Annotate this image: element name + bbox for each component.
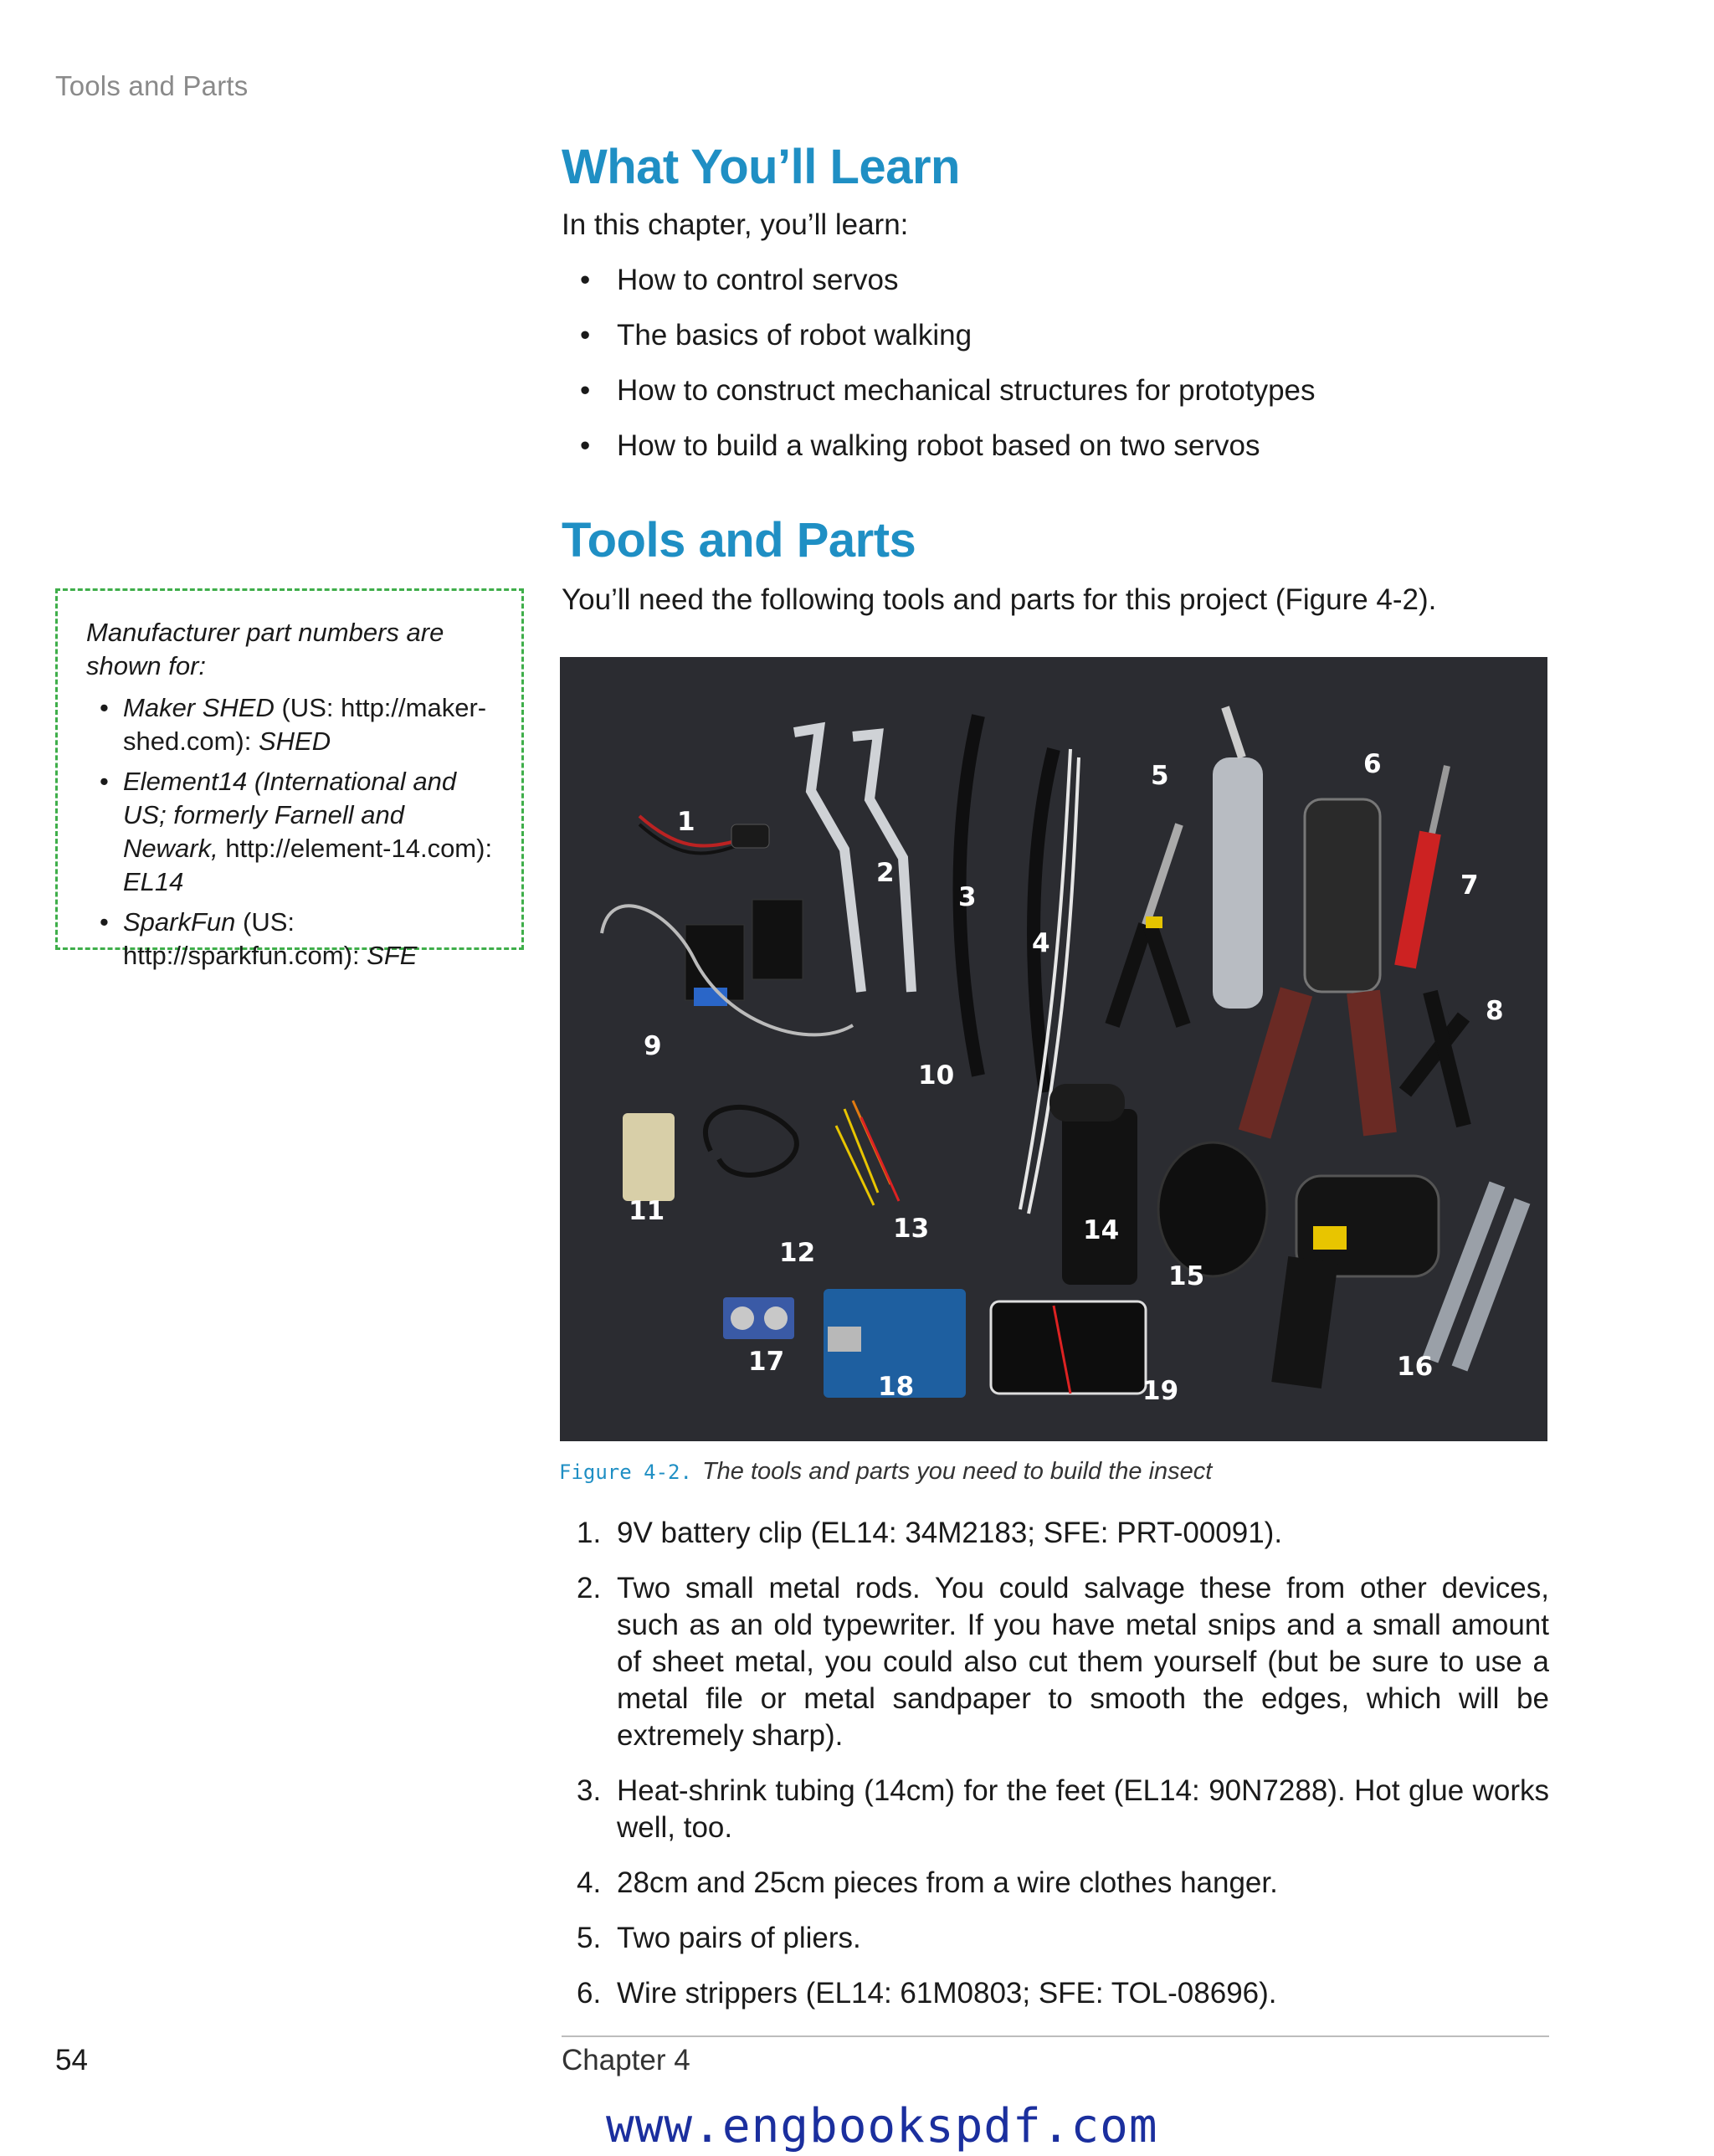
chapter-label: Chapter 4 — [562, 2044, 690, 2076]
photo-label: 12 — [779, 1238, 816, 1268]
photo-label: 13 — [893, 1214, 930, 1244]
list-item: 5. Two pairs of pliers. — [577, 1922, 861, 1954]
footer-rule — [562, 2035, 1549, 2037]
figure-caption-text: The tools and parts you need to build the insect — [701, 1458, 1213, 1485]
note-list — [86, 691, 496, 973]
photo-label: 17 — [748, 1347, 785, 1377]
photo-label: 3 — [958, 882, 977, 912]
list-item: • How to control servos — [580, 264, 899, 296]
list-item: • Element14 (International and US; formerly Farnell and Newark, http://element-14.com): EL14 — [100, 767, 493, 896]
figure-caption — [559, 1458, 1212, 1486]
spool-illustration — [1158, 1142, 1267, 1276]
photo-label: 14 — [1083, 1215, 1120, 1245]
photo-label: 5 — [1151, 761, 1169, 791]
photo-label: 8 — [1486, 996, 1504, 1026]
photo-label: 2 — [876, 858, 895, 888]
page-number: 54 — [55, 2044, 88, 2076]
tools-section — [562, 512, 1549, 619]
photo-label: 11 — [629, 1196, 665, 1226]
list-item: • Maker SHED (US: http://maker-shed.com): SHED — [100, 693, 487, 756]
figure-label: Figure 4-2. — [559, 1460, 692, 1484]
photo-label: 7 — [1460, 870, 1479, 901]
list-item: • How to construct mechanical structures for prototypes — [580, 374, 1316, 407]
list-item: 3. Heat-shrink tubing (14cm) for the feet (EL14: 90N7288). Hot glue works well, too. — [577, 1774, 1549, 1844]
list-item: 4. 28cm and 25cm pieces from a wire clothes hanger. — [577, 1866, 1278, 1899]
watermark: www.engbookspdf.com — [606, 2099, 1158, 2153]
tools-photo — [560, 657, 1547, 1441]
battery-illustration — [623, 1113, 675, 1201]
learn-intro: In this chapter, you’ll learn: — [562, 208, 909, 241]
manufacturer-note — [55, 588, 524, 970]
list-item: • How to build a walking robot based on two servos — [580, 429, 1260, 462]
torch-illustration — [1049, 1084, 1137, 1285]
list-item: 2. Two small metal rods. You could salvage these from other devices, such as an old typewriter. If you have metal snips and a small amount of sheet metal, you could also cut them yourself (but be sure to use a metal file or metal sandpaper to smooth the edges, which will be extremely sharp). — [577, 1572, 1549, 1752]
list-item: 1. 9V battery clip (EL14: 34M2183; SFE: PRT-00091). — [577, 1517, 1283, 1549]
photo-label: 15 — [1168, 1261, 1205, 1291]
list-item: 6. Wire strippers (EL14: 61M0803; SFE: TOL-08696). — [577, 1977, 1277, 2010]
photo-label: 10 — [918, 1060, 955, 1091]
learn-title: What You’ll Learn — [562, 140, 960, 194]
photo-label: 4 — [1032, 928, 1050, 958]
photo-label: 6 — [1363, 749, 1382, 779]
tools-intro: You’ll need the following tools and parts for this project (Figure 4-2). — [562, 583, 1437, 616]
list-item: • SparkFun (US: http://sparkfun.com): SFE — [100, 907, 418, 970]
note-intro: Manufacturer part numbers are shown for: — [86, 618, 444, 680]
learn-bullets — [562, 262, 1549, 465]
tape-illustration — [991, 1301, 1146, 1394]
learn-section — [562, 139, 1549, 483]
list-item: • The basics of robot walking — [580, 319, 972, 352]
photo-label: 19 — [1142, 1376, 1179, 1406]
photo-label: 9 — [644, 1031, 662, 1061]
photo-label: 1 — [677, 807, 695, 837]
running-head: Tools and Parts — [55, 70, 249, 101]
tools-title: Tools and Parts — [562, 513, 916, 567]
photo-label: 18 — [878, 1372, 915, 1402]
ultrasonic-sensor-illustration — [723, 1297, 794, 1339]
photo-label: 16 — [1397, 1352, 1434, 1382]
parts-list — [562, 1515, 1549, 2030]
